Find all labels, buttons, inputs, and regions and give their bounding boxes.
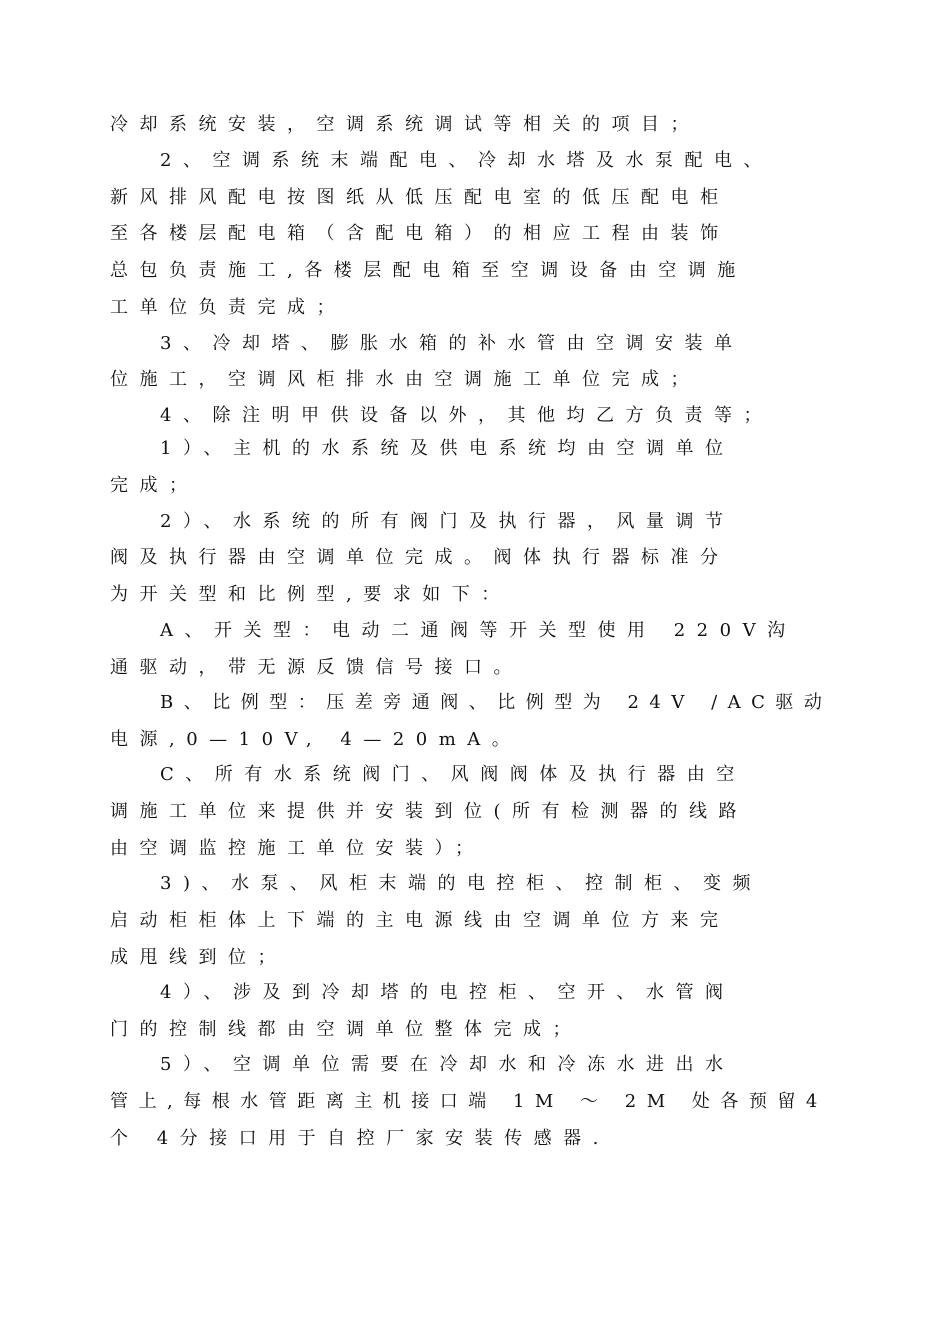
text-line: 个 4分接口用于自控厂家安装传感器. <box>110 1128 610 1149</box>
text-line: 成甩线到位； <box>110 947 287 968</box>
text-line: 阀及执行器由空调单位完成。阀体执行器标准分 <box>110 547 730 568</box>
text-line: 冷却系统安装，空调系统调试等相关的项目； <box>110 114 700 135</box>
text-line: 2）、水系统的所有阀门及执行器，风量调节 <box>160 511 735 532</box>
text-line: 5）、空调单位需要在冷却水和冷冻水进出水 <box>160 1054 735 1075</box>
text-line: C、所有水系统阀门、风阀阀体及执行器由空 <box>160 764 746 785</box>
text-line: B、比例型：压差旁通阀、比例型为 24V /AC驱动 <box>160 692 833 713</box>
text-line: 位施工，空调风柜排水由空调施工单位完成； <box>110 369 700 390</box>
text-line: 3、冷却塔、膨胀水箱的补水管由空调安装单 <box>160 333 744 354</box>
text-line: 总包负责施工,各楼层配电箱至空调设备由空调施 <box>110 260 747 281</box>
text-line: 由空调监控施工单位安装）； <box>110 838 485 859</box>
text-line: 1）、主机的水系统及供电系统均由空调单位 <box>160 438 735 459</box>
text-line: 为开关型和比例型,要求如下： <box>110 584 511 605</box>
text-line: A、开关型：电动二通阀等开关型使用 220V沟 <box>160 620 797 641</box>
text-line: 新风排风配电按图纸从低压配电室的低压配电柜 <box>110 187 730 208</box>
text-line: 3)、水泵、风柜末端的电控柜、控制柜、变频 <box>160 873 762 894</box>
text-line: 4、除注明甲供设备以外，其他均乙方负责等； <box>160 405 773 426</box>
text-line: 电源,0—10V, 4—20mA。 <box>110 729 522 750</box>
text-line: 至各楼层配电箱（含配电箱）的相应工程由装饰 <box>110 223 730 244</box>
text-line: 启动柜柜体上下端的主电源线由空调单位方来完 <box>110 910 730 931</box>
text-line: 通驱动，带无源反馈信号接口。 <box>110 657 523 678</box>
text-line: 调施工单位来提供并安装到位(所有检测器的线路 <box>110 801 749 822</box>
text-line: 2、空调系统末端配电、冷却水塔及水泵配电、 <box>160 150 773 171</box>
text-line: 门的控制线都由空调单位整体完成； <box>110 1019 582 1040</box>
text-line: 管上,每根水管距离主机接口端 1M ～ 2M 处各预留4 <box>110 1091 828 1112</box>
text-line: 4）、涉及到冷却塔的电控柜、空开、水管阀 <box>160 982 735 1003</box>
text-line: 完成； <box>110 475 199 496</box>
text-line: 工单位负责完成； <box>110 297 346 318</box>
